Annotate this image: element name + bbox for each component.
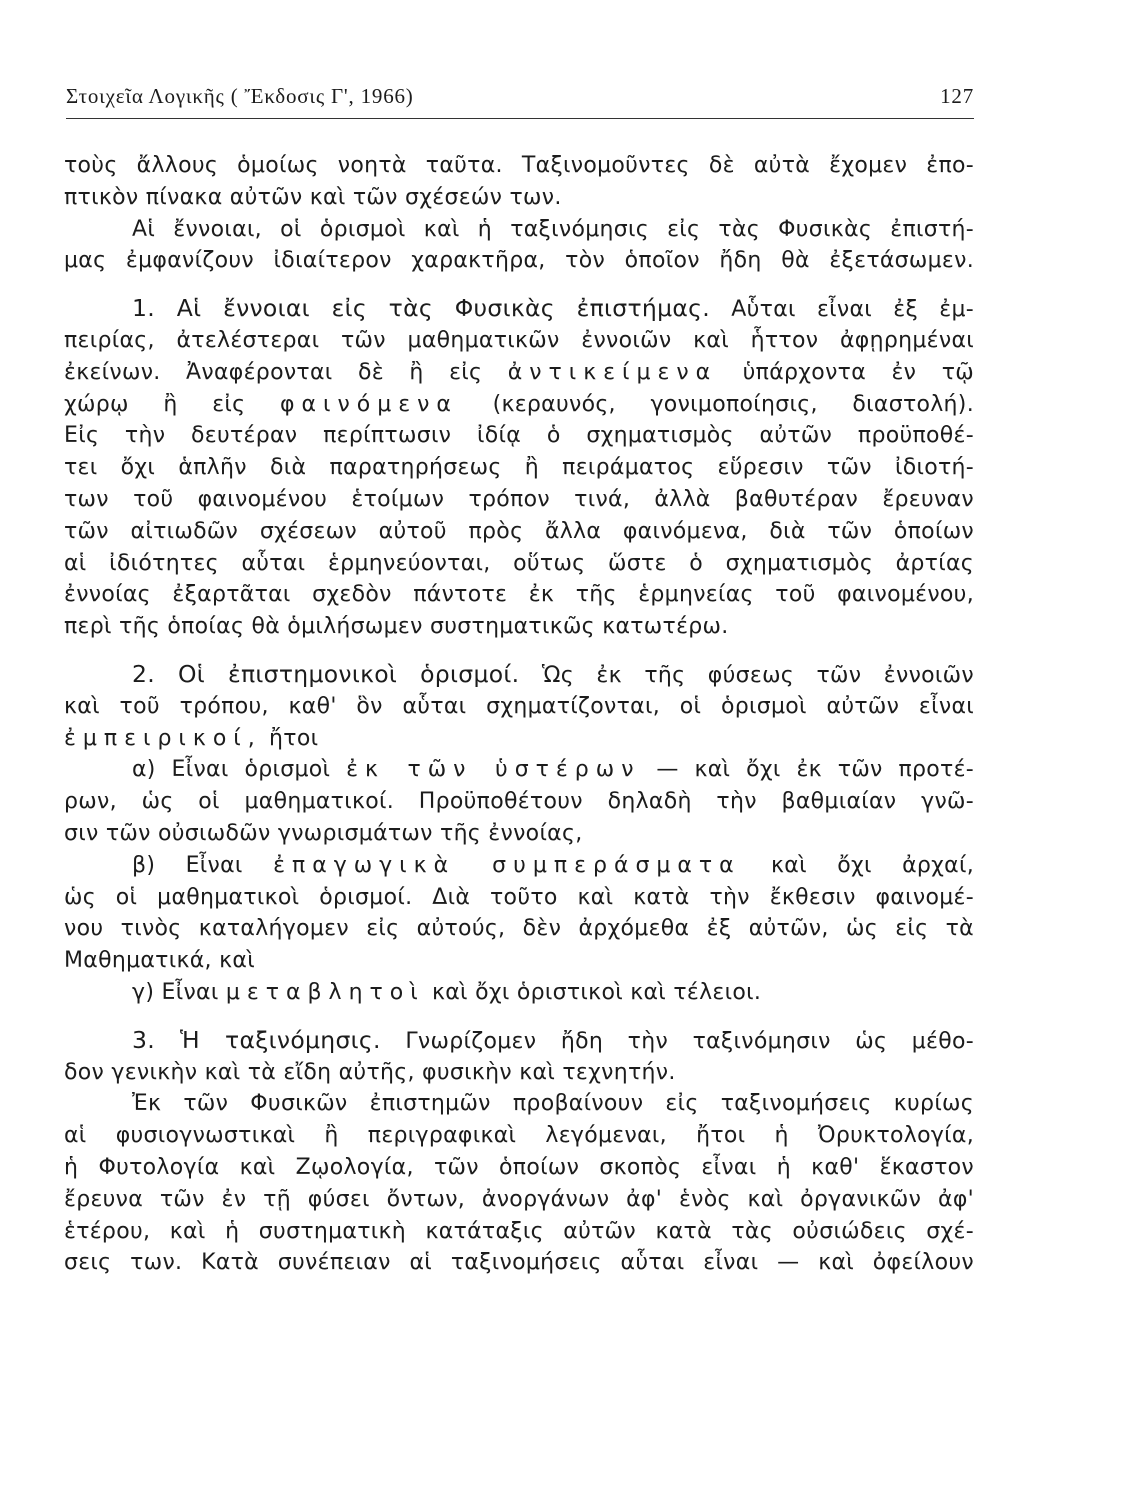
- text-line: αἱ ἰδιότητες αὗται ἑρμηνεύονται, οὕτως ὥστε ὁ σχηματισμὸς ἀρτίας: [64, 550, 974, 576]
- text-line: πτικὸν πίνακα αὐτῶν καὶ τῶν σχέσεών των.: [64, 184, 562, 210]
- text-line: ὡς οἱ μαθηματικοὶ ὁρισμοί. Διὰ τοῦτο καὶ κατὰ τὴν ἔκθεσιν φαινομέ-: [64, 884, 974, 910]
- spaced-term: ἐμπειρικοί,: [64, 725, 262, 751]
- text-line: τει ὄχι ἁπλῆν διὰ παρατηρήσεως ἢ πειράματος εὕρεσιν τῶν ἰδιοτή-: [64, 455, 974, 481]
- text-line: Εἰς τὴν δευτέραν περίπτωσιν ἰδίᾳ ὁ σχηματισμὸς αὐτῶν προϋποθέ-: [64, 423, 974, 449]
- spaced-term: φαινόμενα: [280, 391, 458, 417]
- text-line: α) Εἶναι ὁρισμοὶ ἐκ τῶν ὑστέρων — καὶ ὄχι ἐκ τῶν προτέ-: [132, 757, 975, 783]
- text-line: γ) Εἶναι μεταβλητοὶ καὶ ὄχι ὁριστικοὶ καὶ τέλειοι.: [132, 979, 762, 1005]
- text-line: χώρῳ ἢ εἰς φαινόμενα (κεραυνός, γονιμοποίησις, διαστολή).: [64, 391, 974, 417]
- text-line: ρων, ὡς οἱ μαθηματικοί. Προϋποθέτουν δηλαδὴ τὴν βαθμιαίαν γνῶ-: [64, 789, 974, 815]
- text-line: σεις των. Κατὰ συνέπειαν αἱ ταξινομήσεις αὗται εἶναι — καὶ ὀφείλουν: [64, 1250, 974, 1276]
- text-line: ἡ Φυτολογία καὶ Ζῳολογία, τῶν ὁποίων σκοπὸς εἶναι ἡ καθ' ἕκαστον: [64, 1154, 974, 1180]
- text-line: Ἐκ τῶν Φυσικῶν ἐπιστημῶν προβαίνουν εἰς ταξινομήσεις κυρίως: [132, 1091, 974, 1117]
- spaced-term: μεταβλητοὶ: [225, 979, 425, 1005]
- text-line: αἱ φυσιογνωστικαὶ ἢ περιγραφικαὶ λεγόμεναι, ἤτοι ἡ Ὀρυκτολογία,: [64, 1123, 974, 1149]
- spaced-term: ἐκ τῶν ὑστέρων: [346, 757, 641, 783]
- section-heading: 1. Αἱ ἔννοιαι εἰς τὰς Φυσικὰς ἐπιστήμας.: [132, 294, 711, 323]
- text-line: τῶν αἰτιωδῶν σχέσεων αὐτοῦ πρὸς ἄλλα φαινόμενα, διὰ τῶν ὁποίων: [64, 518, 974, 544]
- text-line: νου τινὸς καταλήγομεν εἰς αὐτούς, δὲν ἀρχόμεθα ἐξ αὐτῶν, ὡς εἰς τὰ: [64, 916, 974, 942]
- text-line: ἐκείνων. Ἀναφέρονται δὲ ἢ εἰς ἀντικείμενα ὑπάρχοντα ἐν τῷ: [64, 359, 974, 385]
- running-title: Στοιχεῖα Λογικῆς ( Ἔκδοσις Γ', 1966): [66, 84, 414, 108]
- section-heading: 2. Οἱ ἐπιστημονικοὶ ὁρισμοί.: [132, 659, 520, 688]
- text-line: περὶ τῆς ὁποίας θὰ ὁμιλήσωμεν συστηματικῶς κατωτέρω.: [64, 614, 729, 640]
- text-line: μας ἐμφανίζουν ἰδιαίτερον χαρακτῆρα, τὸν ὁποῖον ἤδη θὰ ἐξετάσωμεν.: [64, 248, 974, 274]
- text-line: 3. Ἡ ταξινόμησις. Γνωρίζομεν ἤδη τὴν ταξινόμησιν ὡς μέθο-: [132, 1025, 974, 1054]
- text-line: Αἱ ἔννοιαι, οἱ ὁρισμοὶ καὶ ἡ ταξινόμησις εἰς τὰς Φυσικὰς ἐπιστή-: [132, 216, 974, 242]
- text-line: τοὺς ἄλλους ὁμοίως νοητὰ ταῦτα. Ταξινομοῦντες δὲ αὐτὰ ἔχομεν ἐπο-: [64, 153, 974, 178]
- page-number: 127: [940, 84, 974, 108]
- header-rule: [66, 118, 974, 119]
- text-line: ἐμπειρικοί, ἤτοι: [64, 725, 319, 751]
- text-line: σιν τῶν οὐσιωδῶν γνωρισμάτων τῆς ἐννοίας,: [64, 820, 583, 846]
- text-line: των τοῦ φαινομένου ἑτοίμων τρόπον τινά, ἀλλὰ βαθυτέραν ἔρευναν: [64, 486, 974, 512]
- text-line: ἐννοίας ἐξαρτᾶται σχεδὸν πάντοτε ἐκ τῆς ἑρμηνείας τοῦ φαινομένου,: [64, 582, 974, 608]
- text-line: ἑτέρου, καὶ ἡ συστηματικὴ κατάταξις αὐτῶν κατὰ τὰς οὐσιώδεις σχέ-: [64, 1218, 974, 1244]
- page-body: [64, 150, 974, 1279]
- running-header: [66, 84, 974, 109]
- text-line: πειρίας, ἀτελέστεραι τῶν μαθηματικῶν ἐννοιῶν καὶ ἧττον ἀφῃρημέναι: [64, 327, 974, 353]
- spaced-term: ἐπαγωγικὰ συμπεράσματα: [273, 852, 741, 878]
- section-heading: 3. Ἡ ταξινόμησις.: [132, 1025, 381, 1054]
- spaced-term: ἀντικείμενα: [507, 359, 718, 385]
- text-line: β) Εἶναι ἐπαγωγικὰ συμπεράσματα καὶ ὄχι ἀρχαί,: [132, 852, 975, 878]
- text-line: καὶ τοῦ τρόπου, καθ' ὃν αὗται σχηματίζονται, οἱ ὁρισμοὶ αὐτῶν εἶναι: [64, 693, 974, 719]
- text-line: ἔρευνα τῶν ἐν τῇ φύσει ὄντων, ἀνοργάνων ἀφ' ἑνὸς καὶ ὀργανικῶν ἀφ': [64, 1186, 974, 1212]
- text-line: Μαθηματικά, καὶ: [64, 948, 255, 974]
- text-line: 2. Οἱ ἐπιστημονικοὶ ὁρισμοί. Ὡς ἐκ τῆς φύσεως τῶν ἐννοιῶν: [132, 659, 974, 688]
- text-line: δον γενικὴν καὶ τὰ εἴδη αὐτῆς, φυσικὴν καὶ τεχνητήν.: [64, 1059, 676, 1085]
- text-line: 1. Αἱ ἔννοιαι εἰς τὰς Φυσικὰς ἐπιστήμας. Αὗται εἶναι ἐξ ἐμ-: [132, 294, 974, 323]
